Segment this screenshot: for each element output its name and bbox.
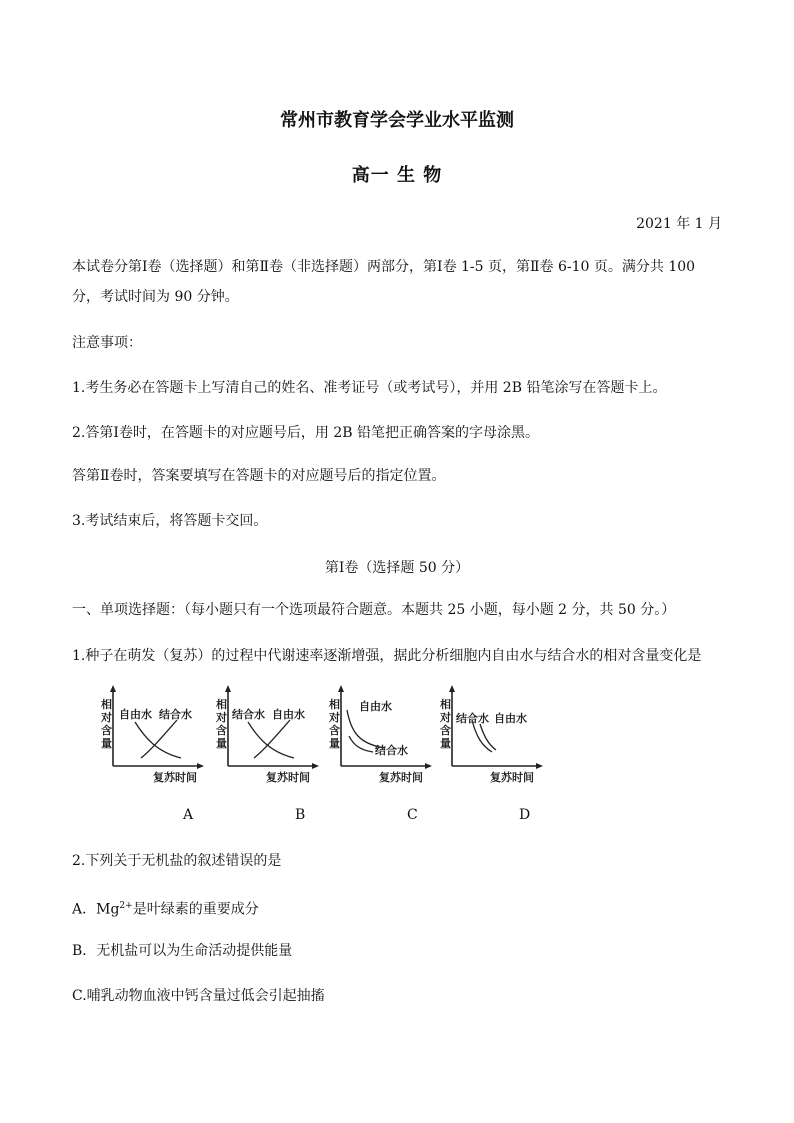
graph-c-ylabel-1: 相 (329, 698, 340, 711)
graph-c-ylabel-2: 对 (329, 711, 340, 724)
question-2-option-a (72, 897, 259, 919)
graph-c-ylabel-4: 量 (329, 737, 340, 750)
graph-c-label-free: 自由水 (359, 700, 392, 713)
graph-d-label-bound: 结合水 (456, 712, 489, 725)
option-label-d: D (519, 807, 531, 823)
intro-line-2: 分，考试时间为 90 分钟。 (72, 289, 239, 305)
question-1-stem: 1.种子在萌发（复苏）的过程中代谢速率逐渐增强，据此分析细胞内自由水与结合水的相对含量变化是 (72, 648, 702, 664)
note-item-1: 1.考生务必在答题卡上写清自己的姓名、准考证号（或考试号），并用 2B 铅笔涂写在答题卡上。 (72, 380, 667, 396)
graph-b-ylabel-3: 含 (216, 724, 227, 737)
note-item-2: 2.答第Ⅰ卷时，在答题卡的对应题号后，用 2B 铅笔把正确答案的字母涂黑。 (72, 425, 539, 441)
question-2-stem: 2.下列关于无机盐的叙述错误的是 (72, 853, 282, 869)
option-label-b: B (295, 807, 306, 823)
question-1-graphs (75, 680, 565, 790)
question-2-option-b: B．无机盐可以为生命活动提供能量 (72, 943, 293, 959)
exam-title: 常州市教育学会学业水平监测 (280, 110, 514, 131)
graph-c (313, 680, 433, 785)
graph-a-ylabel-2: 对 (101, 711, 112, 724)
option-a-prefix: A．Mg (72, 901, 120, 918)
graph-c-ylabel-3: 含 (329, 724, 340, 737)
graph-a-ylabel-4: 量 (101, 737, 112, 750)
section-heading: 第Ⅰ卷（选择题 50 分） (324, 560, 470, 576)
intro-line-1: 本试卷分第Ⅰ卷（选择题）和第Ⅱ卷（非选择题）两部分，第Ⅰ卷 1-5 页，第Ⅱ卷 6-10 页。满分共 100 (72, 259, 696, 275)
note-item-2b: 答第Ⅱ卷时，答案要填写在答题卡的对应题号后的指定位置。 (72, 468, 446, 484)
graph-a-xlabel: 复苏时间 (153, 771, 197, 784)
graph-d-ylabel-2: 对 (440, 711, 451, 724)
graph-a (85, 680, 205, 785)
graph-b-label-free: 自由水 (272, 708, 305, 721)
note-item-3: 3.考试结束后，将答题卡交回。 (72, 513, 268, 529)
graph-d-label-free: 自由水 (494, 712, 527, 725)
option-label-a: A (183, 807, 194, 823)
graph-b (200, 680, 320, 785)
graph-b-label-bound: 结合水 (232, 708, 265, 721)
graph-a-label-free: 自由水 (119, 708, 152, 721)
graph-a-label-bound: 结合水 (159, 708, 192, 721)
option-a-suffix: 是叶绿素的重要成分 (132, 901, 259, 918)
graph-d-ylabel-1: 相 (440, 698, 451, 711)
graph-a-ylabel-1: 相 (101, 698, 112, 711)
graph-d-ylabel-4: 量 (440, 737, 451, 750)
graph-d-ylabel-3: 含 (440, 724, 451, 737)
exam-date: 2021 年 1 月 (636, 216, 722, 232)
graph-a-ylabel-3: 含 (101, 724, 112, 737)
graph-d (426, 680, 546, 785)
graph-c-label-bound: 结合水 (375, 744, 408, 757)
graph-b-xlabel: 复苏时间 (266, 771, 310, 784)
notes-heading: 注意事项： (72, 335, 142, 351)
option-a-superscript: 2+ (119, 901, 133, 911)
graph-d-xlabel: 复苏时间 (490, 771, 534, 784)
question-2-option-c: C.哺乳动物血液中钙含量过低会引起抽搐 (72, 988, 325, 1004)
section-instructions: 一、单项选择题：（每小题只有一个选项最符合题意。本题共 25 小题，每小题 2 分，共 50 分。） (72, 602, 676, 618)
graph-b-ylabel-4: 量 (216, 737, 227, 750)
graph-b-ylabel-2: 对 (216, 711, 227, 724)
graph-b-ylabel-1: 相 (216, 698, 227, 711)
exam-subject: 高一 生 物 (351, 165, 443, 186)
option-label-c: C (407, 807, 418, 823)
graph-c-xlabel: 复苏时间 (379, 771, 423, 784)
